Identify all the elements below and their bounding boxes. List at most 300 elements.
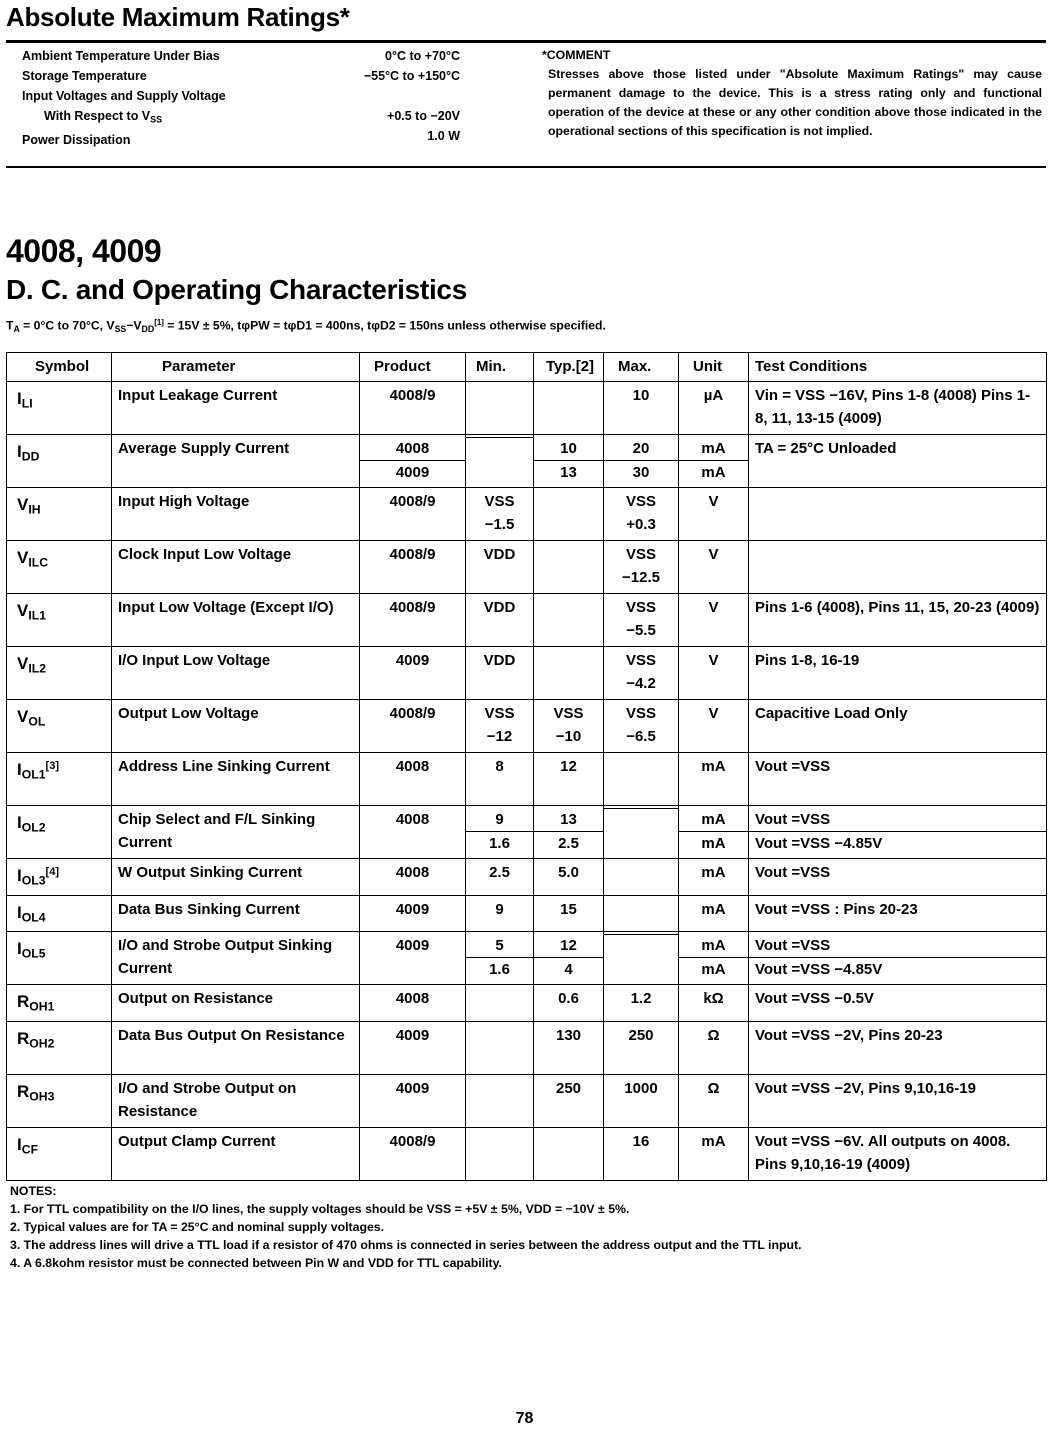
amr-comment [542, 46, 1042, 141]
max-cell [604, 985, 679, 1022]
unit-value: µA [703, 387, 724, 404]
test-value: Vout =VSS [755, 758, 831, 775]
table-row [7, 753, 1047, 806]
prod-value: 4008 [395, 758, 430, 775]
max-value: 1.2 [630, 990, 652, 1008]
amr-bottom-rule [6, 166, 1046, 168]
min-cell [466, 1075, 534, 1128]
table-header-row [7, 353, 1047, 382]
test-value: Vout =VSS −0.5V [755, 990, 874, 1008]
symbol-subscript: ILC [28, 555, 49, 570]
table-row [7, 382, 1047, 435]
min-value [466, 437, 533, 438]
prod-value: 4009 [395, 900, 430, 918]
symbol-subscript: OH1 [29, 1000, 55, 1015]
test-cell [749, 488, 1047, 541]
prod-cell [360, 985, 466, 1022]
prod-value: 4009 [395, 937, 430, 955]
parameter-cell: W Output Sinking Current [112, 859, 360, 896]
note-item: 3. The address lines will drive a TTL load if a resistor of 470 ohms is connected in series between the address output and the TTL input. [10, 1238, 802, 1252]
amr-parameter-list [22, 46, 322, 150]
test-cell [749, 594, 1047, 647]
test-value: Capacitive Load Only [755, 705, 908, 722]
max-value [604, 934, 678, 935]
unit-value: Ω [707, 1080, 720, 1098]
symbol-cell [7, 541, 112, 594]
comment-heading: *COMMENT [542, 48, 611, 62]
min-value: VDD [483, 599, 516, 616]
test-value: Vout =VSS [755, 811, 831, 828]
amr-title: Absolute Maximum Ratings* [6, 2, 350, 32]
max-value: 1000 [624, 1080, 658, 1098]
prod-value: 4008/9 [389, 1133, 436, 1151]
max-cell [604, 647, 679, 700]
amr-row-name: Ambient Temperature Under Bias [22, 49, 220, 63]
max-cell [604, 932, 679, 985]
unit-value: mA [701, 864, 726, 881]
symbol-letter: I [17, 939, 22, 959]
amr-row-name: With Respect to $V_{SS}$ [44, 109, 163, 125]
max-cell [604, 382, 679, 435]
symbol-letter: R [17, 1082, 30, 1102]
unit-value: mA [701, 811, 726, 828]
min-cell [466, 1128, 534, 1181]
table-row [7, 895, 1047, 932]
max-cell [604, 435, 679, 488]
unit-value: mA [679, 460, 748, 484]
min-value: 9 [495, 811, 504, 828]
prod-cell [360, 932, 466, 985]
typ-value: 15 [560, 900, 577, 918]
test-value: Pins 1-8, 16-19 [755, 652, 860, 669]
unit-value: V [708, 652, 719, 669]
symbol-note: [4] [45, 866, 60, 878]
prod-cell [360, 541, 466, 594]
prod-cell [360, 895, 466, 932]
min-cell [466, 985, 534, 1022]
test-value: Vout =VSS [755, 937, 831, 955]
symbol-letter: I [17, 389, 22, 409]
test-value: Vout =VSS −4.85V [749, 957, 1046, 981]
max-cell [604, 488, 679, 541]
unit-cell [679, 859, 749, 896]
note-item: 4. A 6.8kohm resistor must be connected between Pin W and VDD for TTL capability. [10, 1256, 502, 1270]
unit-value: mA [701, 937, 726, 955]
typ-value: 13 [534, 460, 603, 484]
typ-cell [534, 859, 604, 896]
typ-value: 2.5 [534, 831, 603, 855]
header-cell: Unit [679, 353, 749, 382]
symbol-letter: I [17, 442, 22, 462]
unit-cell [679, 1022, 749, 1075]
symbol-subscript: IL1 [28, 608, 47, 623]
symbol-subscript: IL2 [28, 661, 47, 676]
prod-cell [360, 488, 466, 541]
min-cell [466, 700, 534, 753]
typ-value: 12 [560, 937, 577, 955]
min-value: VDD [483, 546, 516, 563]
table-row [7, 647, 1047, 700]
symbol-cell [7, 895, 112, 932]
typ-cell [534, 1075, 604, 1128]
symbol-letter: I [17, 902, 22, 922]
max-cell [604, 594, 679, 647]
unit-cell [679, 488, 749, 541]
table-row [7, 594, 1047, 647]
parameter-cell: I/O Input Low Voltage [112, 647, 360, 700]
max-cell [604, 1128, 679, 1181]
symbol-subscript: OL4 [21, 910, 46, 925]
max-cell [604, 1075, 679, 1128]
test-value: Vout =VSS : Pins 20-23 [755, 900, 918, 918]
part-numbers: 4008, 4009 [6, 233, 162, 269]
typ-cell [534, 488, 604, 541]
typ-value: 0.6 [558, 990, 579, 1008]
prod-cell [360, 382, 466, 435]
symbol-cell [7, 1128, 112, 1181]
max-cell [604, 753, 679, 806]
max-cell [604, 859, 679, 896]
max-value [604, 808, 678, 809]
unit-value: mA [701, 758, 726, 775]
symbol-subscript: IH [28, 502, 41, 517]
prod-cell [360, 806, 466, 859]
unit-cell [679, 435, 749, 488]
min-value: 1.6 [466, 957, 533, 981]
symbol-subscript: OL [28, 714, 46, 729]
test-cell [749, 647, 1047, 700]
symbol-cell [7, 700, 112, 753]
max-cell [604, 541, 679, 594]
test-value: Vout =VSS −6V. All outputs on 4008. Pins 9,10,16-19 (4009) [755, 1133, 1011, 1174]
amr-row-value: 0°C to +70°C [385, 49, 460, 63]
min-value: VDD [483, 652, 516, 669]
symbol-subscript: CF [21, 1142, 39, 1157]
max-value: VSS −4.2 [625, 652, 656, 692]
dc-characteristics-table [6, 352, 1047, 1181]
min-cell [466, 541, 534, 594]
max-cell [604, 1022, 679, 1075]
prod-cell [360, 859, 466, 896]
typ-cell [534, 806, 604, 859]
amr-row-value: 1.0 W [427, 129, 460, 143]
prod-value: 4008/9 [389, 493, 436, 510]
symbol-subscript: LI [21, 396, 33, 411]
prod-value: 4008/9 [389, 387, 436, 404]
header-cell: Test Conditions [749, 353, 1047, 382]
min-cell [466, 932, 534, 985]
typ-cell [534, 541, 604, 594]
prod-value: 4008/9 [389, 705, 436, 722]
prod-value: 4008 [395, 864, 430, 881]
test-value: Vout =VSS −2V, Pins 9,10,16-19 [755, 1080, 976, 1098]
test-cell [749, 895, 1047, 932]
amr-row-value: −55°C to +150°C [363, 69, 460, 83]
unit-value: mA [701, 1133, 726, 1151]
unit-cell [679, 1128, 749, 1181]
typ-cell [534, 985, 604, 1022]
parameter-cell: Address Line Sinking Current [112, 753, 360, 806]
prod-value: 4009 [360, 460, 465, 484]
prod-cell [360, 1022, 466, 1075]
max-value: 30 [604, 460, 678, 484]
note-item: 1. For TTL compatibility on the I/O lines, the supply voltages should be VSS = +5V ± 5%, VDD = −10V ± 5%. [10, 1202, 630, 1216]
table-row [7, 1022, 1047, 1075]
min-cell [466, 435, 534, 488]
parameter-cell: Input Low Voltage (Except I/O) [112, 594, 360, 647]
symbol-note: [3] [45, 760, 60, 772]
min-value: VSS −1.5 [484, 493, 515, 533]
typ-value: VSS −10 [553, 705, 584, 745]
prod-cell [360, 594, 466, 647]
parameter-cell: Clock Input Low Voltage [112, 541, 360, 594]
typ-value: 13 [560, 811, 577, 828]
max-value: VSS +0.3 [625, 493, 656, 533]
operating-conditions: $T_A = 0^\circ C$ to 70°C, $V_{SS}-V_{DD}[1] = 15V \pm 5\%$, tφPW = tφD1 = 400ns, tφD2 = 150ns unless otherwise specified. [6, 318, 606, 334]
test-value: Vout =VSS [755, 864, 831, 881]
symbol-letter: V [17, 495, 29, 515]
symbol-cell [7, 382, 112, 435]
header-cell: Parameter [112, 353, 360, 382]
table-row [7, 806, 1047, 859]
amr-row-name: Power Dissipation [22, 132, 131, 147]
unit-value: mA [679, 957, 748, 981]
test-value: Vout =VSS −2V, Pins 20-23 [755, 1027, 943, 1045]
unit-cell [679, 647, 749, 700]
symbol-cell [7, 753, 112, 806]
prod-value: 4009 [395, 652, 430, 669]
prod-value: 4009 [395, 1080, 430, 1098]
unit-cell [679, 985, 749, 1022]
typ-cell [534, 1128, 604, 1181]
test-cell [749, 985, 1047, 1022]
amr-value-list [312, 46, 460, 146]
test-cell [749, 932, 1047, 985]
min-value: 5 [495, 937, 504, 955]
parameter-cell: Input High Voltage [112, 488, 360, 541]
parameter-cell: Data Bus Sinking Current [112, 895, 360, 932]
max-value: 20 [632, 440, 650, 457]
parameter-cell: Data Bus Output On Resistance [112, 1022, 360, 1075]
symbol-cell [7, 435, 112, 488]
max-value: 250 [628, 1027, 654, 1045]
symbol-letter: V [17, 654, 29, 674]
typ-value: 5.0 [558, 864, 579, 881]
symbol-cell [7, 932, 112, 985]
test-value: Pins 1-6 (4008), Pins 11, 15, 20-23 (4009) [755, 599, 1040, 616]
prod-value: 4008/9 [389, 546, 436, 563]
notes-heading: NOTES: [10, 1184, 57, 1198]
header-cell: Symbol [7, 353, 112, 382]
symbol-letter: V [17, 601, 29, 621]
symbol-cell [7, 806, 112, 859]
test-cell [749, 435, 1047, 488]
symbol-letter: V [17, 548, 29, 568]
test-cell [749, 1128, 1047, 1181]
table-row [7, 1075, 1047, 1128]
typ-cell [534, 895, 604, 932]
header-cell: Min. [466, 353, 534, 382]
prod-value: 4008 [395, 990, 430, 1008]
unit-value: mA [701, 900, 726, 918]
max-value: 10 [632, 387, 650, 404]
parameter-cell: Output Clamp Current [112, 1128, 360, 1181]
symbol-subscript: OL1 [21, 767, 46, 782]
typ-cell [534, 700, 604, 753]
symbol-letter: I [17, 866, 22, 886]
parameter-cell: Output on Resistance [112, 985, 360, 1022]
unit-cell [679, 753, 749, 806]
table-row [7, 1128, 1047, 1181]
symbol-letter: I [17, 1135, 22, 1155]
amr-row-value: +0.5 to −20V [387, 109, 460, 123]
header-cell: Max. [604, 353, 679, 382]
unit-value: V [708, 493, 719, 510]
table-row [7, 985, 1047, 1022]
unit-cell [679, 594, 749, 647]
test-cell [749, 806, 1047, 859]
table-row [7, 859, 1047, 896]
symbol-subscript: OL3 [21, 873, 46, 888]
prod-value: 4009 [395, 1027, 430, 1045]
typ-cell [534, 753, 604, 806]
table-row [7, 700, 1047, 753]
symbol-letter: I [17, 760, 22, 780]
min-cell [466, 647, 534, 700]
unit-cell [679, 382, 749, 435]
unit-value: mA [679, 831, 748, 855]
typ-value: 12 [560, 758, 577, 775]
unit-cell [679, 806, 749, 859]
typ-cell [534, 647, 604, 700]
typ-value: 130 [555, 1027, 582, 1045]
typ-value: 250 [555, 1080, 582, 1098]
test-cell [749, 859, 1047, 896]
unit-cell [679, 541, 749, 594]
note-item: 2. Typical values are for TA = 25°C and nominal supply voltages. [10, 1220, 385, 1234]
typ-value: 10 [560, 440, 577, 457]
header-cell: Typ.[2] [534, 353, 604, 382]
table-row [7, 541, 1047, 594]
max-value: 16 [632, 1133, 650, 1151]
min-cell [466, 1022, 534, 1075]
unit-cell [679, 932, 749, 985]
test-cell [749, 1075, 1047, 1128]
symbol-letter: R [17, 992, 30, 1012]
table-row [7, 488, 1047, 541]
parameter-cell: Output Low Voltage [112, 700, 360, 753]
min-cell [466, 895, 534, 932]
symbol-subscript: OH3 [29, 1089, 55, 1104]
amr-row-name: Storage Temperature [22, 69, 147, 83]
header-cell: Product [360, 353, 466, 382]
symbol-letter: R [17, 1029, 30, 1049]
min-value: 1.6 [466, 831, 533, 855]
unit-value: V [708, 546, 719, 563]
amr-row-name: Input Voltages and Supply Voltage [22, 89, 226, 103]
parameter-cell: I/O and Strobe Output on Resistance [112, 1075, 360, 1128]
unit-value: V [708, 705, 719, 722]
min-cell [466, 488, 534, 541]
min-cell [466, 594, 534, 647]
prod-value: 4008 [395, 440, 430, 457]
min-value: 9 [495, 900, 504, 918]
page-number: 78 [515, 1410, 534, 1427]
parameter-cell: Input Leakage Current [112, 382, 360, 435]
parameter-cell: I/O and Strobe Output Sinking Current [112, 932, 360, 985]
test-cell [749, 1022, 1047, 1075]
symbol-cell [7, 488, 112, 541]
test-cell [749, 382, 1047, 435]
section-title: D. C. and Operating Characteristics [6, 274, 467, 305]
unit-value: kΩ [703, 990, 724, 1008]
symbol-cell [7, 1022, 112, 1075]
symbol-cell [7, 1075, 112, 1128]
parameter-cell: Chip Select and F/L Sinking Current [112, 806, 360, 859]
test-value: Vout =VSS −4.85V [749, 831, 1046, 855]
symbol-cell [7, 594, 112, 647]
unit-cell [679, 1075, 749, 1128]
unit-value: V [708, 599, 719, 616]
test-value: TA = 25°C Unloaded [755, 440, 897, 457]
min-value: 2.5 [489, 864, 510, 881]
typ-cell [534, 594, 604, 647]
table-row [7, 435, 1047, 488]
typ-cell [534, 932, 604, 985]
typ-cell [534, 382, 604, 435]
min-cell [466, 753, 534, 806]
symbol-cell [7, 985, 112, 1022]
symbol-letter: V [17, 707, 29, 727]
test-value: Vin = VSS −16V, Pins 1-8 (4008) Pins 1-8, 11, 13-15 (4009) [755, 387, 1031, 427]
prod-value: 4008/9 [389, 599, 436, 616]
symbol-subscript: OL5 [21, 947, 46, 962]
comment-text: Stresses above those listed under "Absolute Maximum Ratings" may cause permanent damage to the device. This is a stress rating only and functional operation of the device at these or any other condition above those indicated in the operational sections of this specification is not implied. [548, 67, 1042, 138]
table-body [7, 382, 1047, 1181]
symbol-cell [7, 859, 112, 896]
table-row [7, 932, 1047, 985]
prod-cell [360, 700, 466, 753]
max-value: VSS −5.5 [625, 599, 656, 639]
prod-cell [360, 753, 466, 806]
unit-value: mA [701, 440, 726, 457]
max-value: VSS −6.5 [625, 705, 656, 745]
test-cell [749, 753, 1047, 806]
max-cell [604, 895, 679, 932]
unit-value: Ω [707, 1027, 720, 1045]
prod-cell [360, 1128, 466, 1181]
min-value: 8 [495, 758, 504, 775]
test-cell [749, 541, 1047, 594]
prod-cell [360, 1075, 466, 1128]
amr-top-rule [6, 40, 1046, 43]
max-cell [604, 806, 679, 859]
unit-cell [679, 895, 749, 932]
typ-value: 4 [534, 957, 603, 981]
typ-cell [534, 435, 604, 488]
notes [10, 1182, 802, 1272]
max-cell [604, 700, 679, 753]
prod-cell [360, 435, 466, 488]
parameter-cell: Average Supply Current [112, 435, 360, 488]
test-cell [749, 700, 1047, 753]
unit-cell [679, 700, 749, 753]
max-value: VSS −12.5 [622, 546, 660, 586]
min-value: VSS −12 [484, 705, 515, 745]
symbol-letter: I [17, 813, 22, 833]
symbol-subscript: OL2 [21, 820, 46, 835]
symbol-subscript: OH2 [29, 1036, 55, 1051]
